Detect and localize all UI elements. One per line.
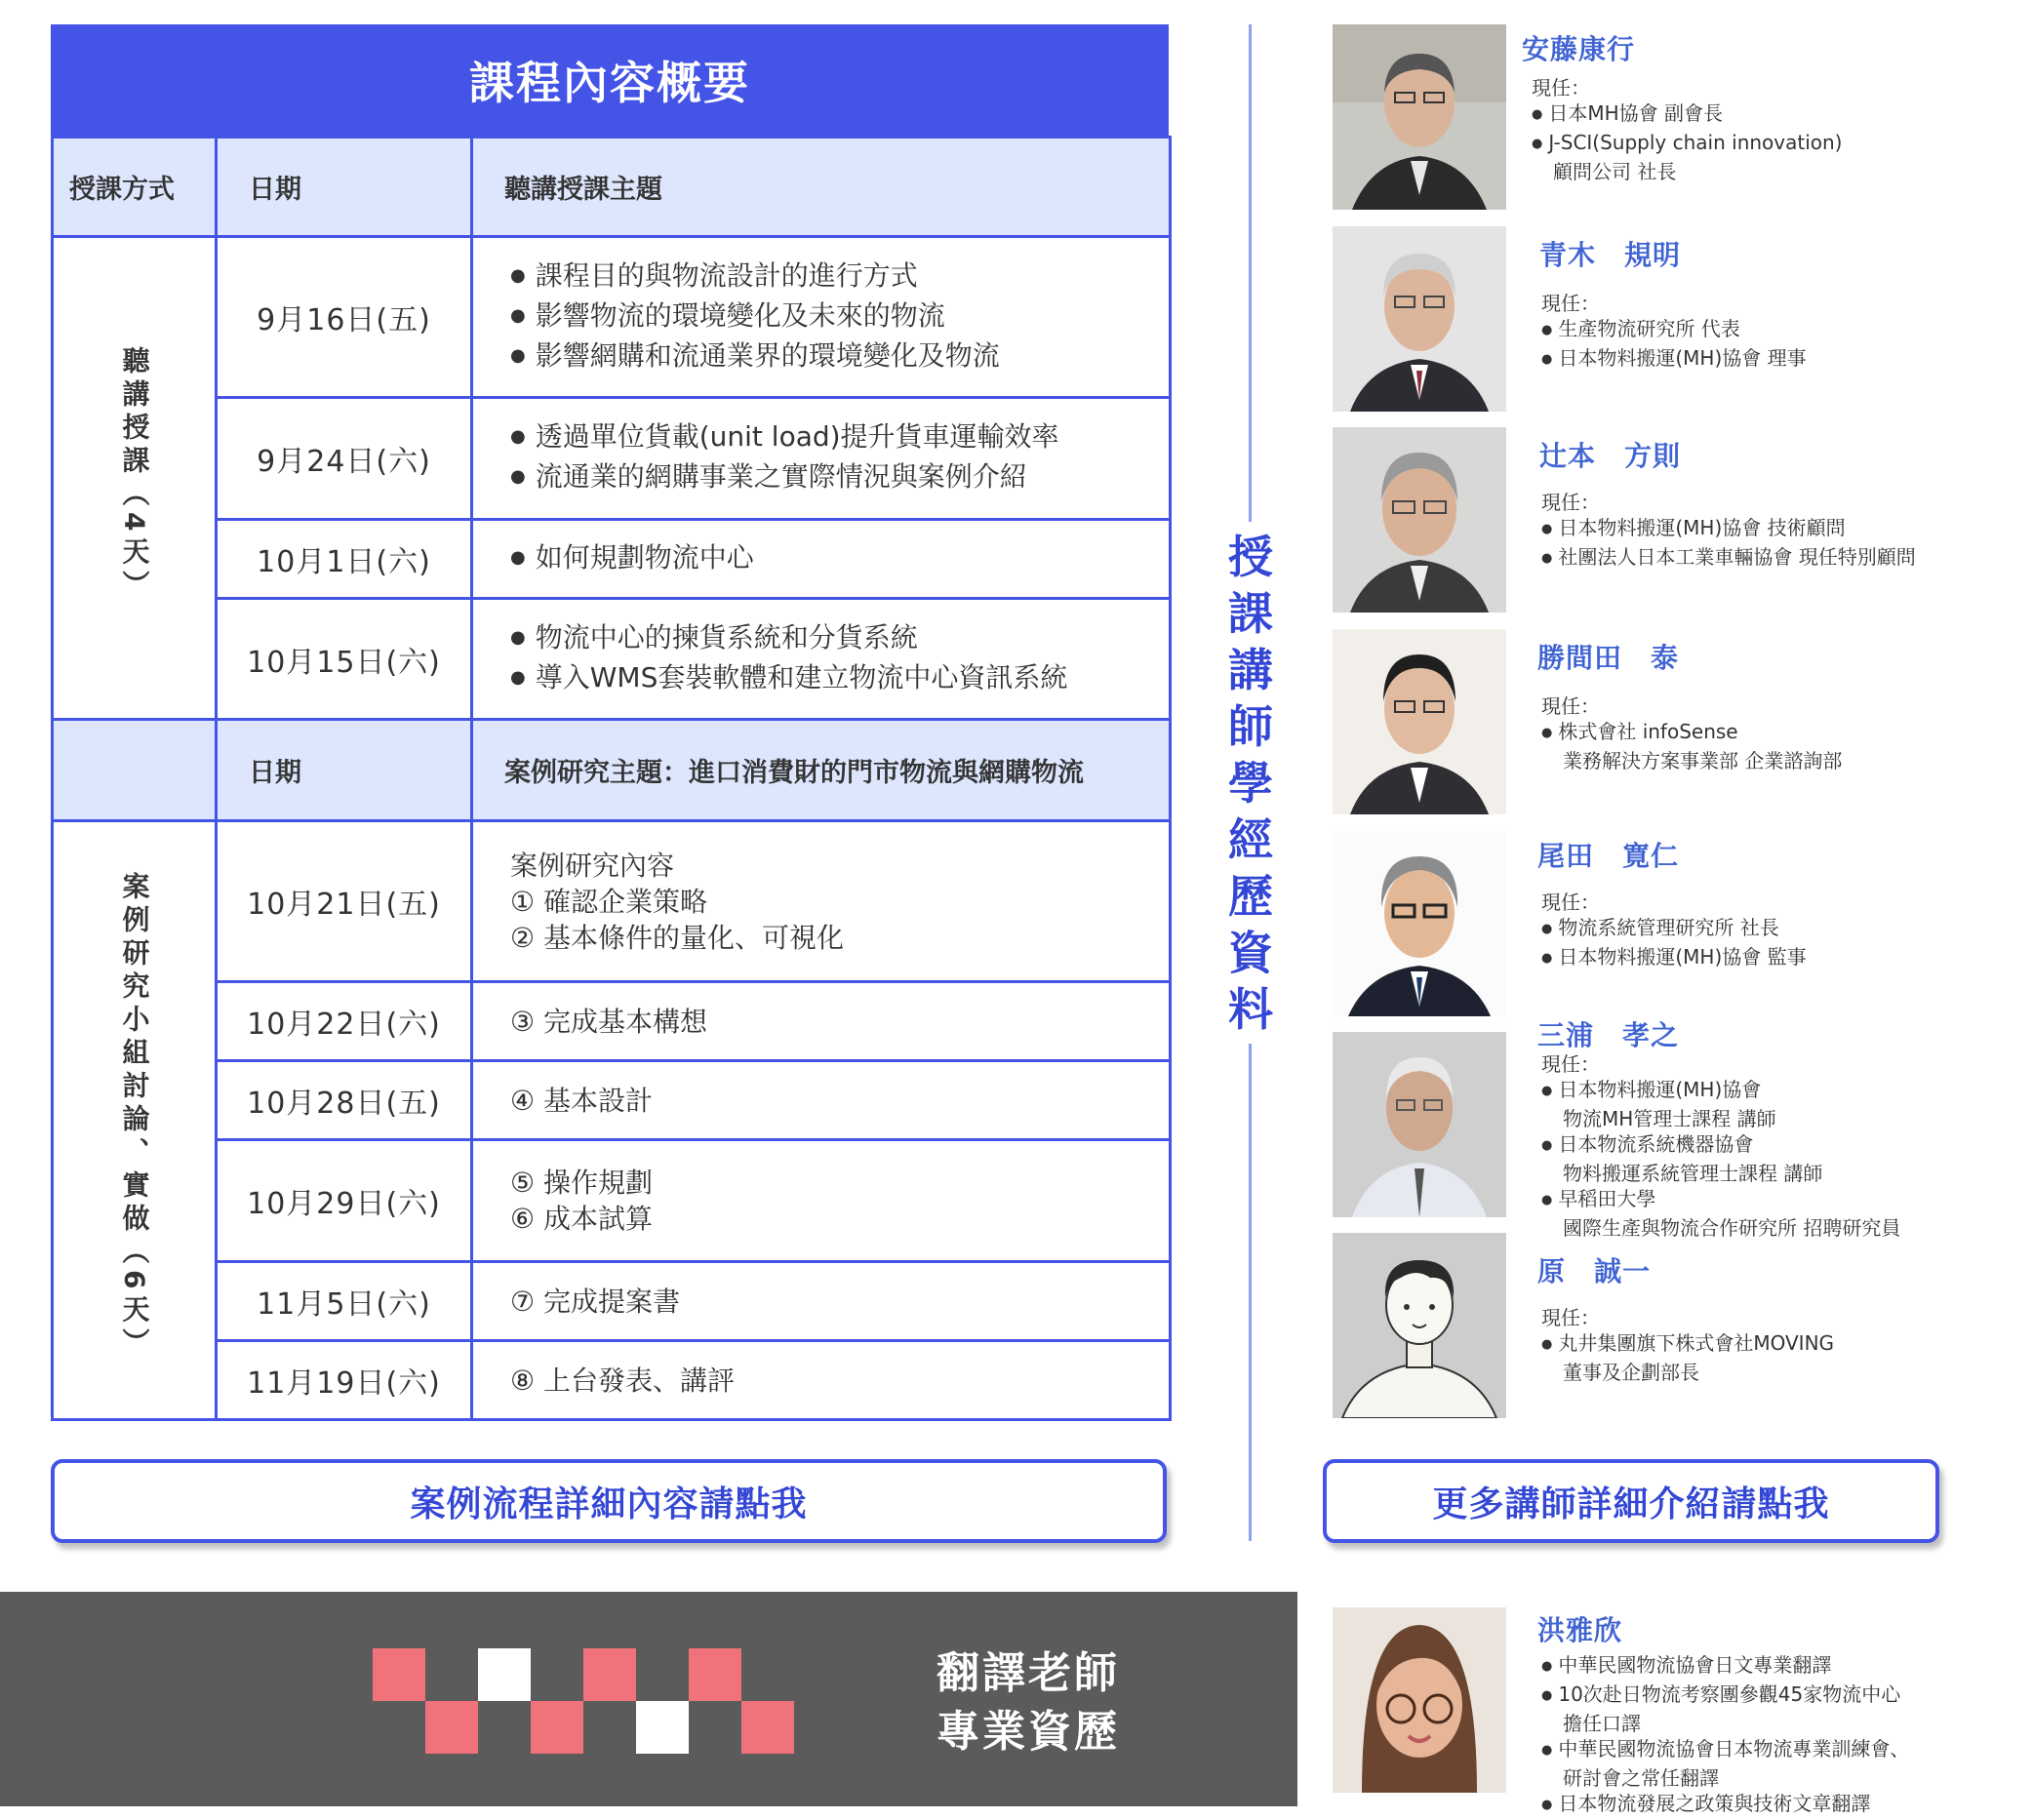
info-item: ● 日本物流系統機器協會 [1541,1131,1900,1161]
info-item: ● 日本物料搬運(MH)協會 理事 [1541,345,1807,375]
instructor-card [1333,427,1996,613]
row-topics [472,1341,1171,1420]
course-overview [51,24,1169,1421]
translator-avatar [1333,1607,1506,1793]
table-row [53,1341,1171,1420]
instructor-detail-button[interactable]: 更多講師詳細介紹請點我 [1323,1459,1939,1543]
case-header-date: 日期 [217,720,472,821]
instructor-info [1541,490,1916,574]
instructor-name: 三浦 孝之 [1537,1019,1680,1051]
heading-char: 師 [1228,700,1273,753]
row-topics [472,599,1171,720]
case-header-row [53,720,1171,821]
info-item: ● 日本物料搬運(MH)協會 [1541,1077,1900,1106]
instructor-card [1333,24,1996,210]
topic-item: ● 物流中心的揀貨系統和分貨系統 [510,619,1169,659]
table-row [53,398,1171,520]
banner-line: 專業資歷 [937,1707,1120,1757]
decor-square [741,1701,794,1754]
decor-square [636,1701,689,1754]
row-topics [472,1140,1171,1262]
role-label: 現任： [1541,292,1600,315]
info-item: ● 中華民國物流協會日文專業翻譯 [1541,1652,1909,1682]
instructor-name: 勝間田 泰 [1537,642,1680,674]
instructor-name: 辻本 方則 [1539,440,1682,472]
info-item-cont: 顧問公司 社長 [1553,160,1677,183]
instructor-card [1333,831,1996,1016]
topic-item: ● 影響物流的環境變化及未來的物流 [510,297,1169,337]
info-item: ● 丸井集團旗下株式會社MOVING [1541,1330,1834,1360]
heading-char: 學 [1228,757,1273,810]
instructor-photo [1333,226,1506,412]
header-topic: 聽講授課主題 [472,138,1171,237]
row-topics [472,982,1171,1061]
table-row [53,237,1171,398]
instructor-info [1532,75,1843,184]
row-topics [472,821,1171,982]
heading-char: 經 [1228,813,1273,866]
topic-item: ● 課程目的與物流設計的進行方式 [510,257,1169,297]
row-date: 9月16日(五) [217,237,472,398]
decor-square [689,1648,741,1701]
row-topics [472,520,1171,599]
instructor-name: 安藤康行 [1522,33,1636,65]
lecture-mode-label: 聽講授課（4天） [118,345,151,604]
topic-item: ⑦ 完成提案書 [510,1285,681,1318]
topic-item: 案例研究內容 [510,849,675,882]
header-mode: 授課方式 [53,138,217,237]
instructor-card [1333,1233,1996,1418]
info-item: ● 物流系統管理研究所 社長 [1541,915,1807,944]
topic-item: ● 影響網購和流通業界的環境變化及物流 [510,337,1169,377]
topic-item: ● 透過單位貨載(unit load)提升貨車運輸效率 [510,418,1169,458]
divider-line [1249,24,1252,522]
info-item-cont: 擔任口譯 [1563,1712,1641,1735]
row-topics [472,1061,1171,1140]
row-date: 11月19日(六) [217,1341,472,1420]
translator-banner [0,1592,1297,1806]
info-item-cont: 物流MH管理士課程 講師 [1563,1107,1776,1130]
table-row [53,1140,1171,1262]
info-item-cont: 國際生產與物流合作研究所 招聘研究員 [1563,1216,1901,1240]
role-label: 現任： [1541,890,1600,914]
course-table [51,136,1172,1421]
case-mode-label: 案例研究小組討論、實做（6天） [118,872,151,1362]
table-row [53,520,1171,599]
heading-char: 資 [1228,927,1273,979]
info-item-cont: 董事及企劃部長 [1563,1361,1699,1384]
info-item-cont: 物料搬運系統管理士課程 講師 [1563,1162,1823,1185]
instructor-card [1333,226,1996,412]
divider-line [1249,1044,1252,1541]
info-item: ● 10次赴日物流考察團參觀45家物流中心 [1541,1682,1909,1711]
topic-item: ② 基本條件的量化、可視化 [510,921,845,954]
decor-square [531,1701,583,1754]
translator-banner-title [937,1644,1120,1761]
instructor-info [1541,890,1807,973]
translator-info [1541,1652,1909,1820]
row-topics [472,1262,1171,1341]
instructor-info [1541,1051,1900,1241]
heading-char: 課 [1228,587,1273,640]
row-date: 10月1日(六) [217,520,472,599]
topic-item: ● 流通業的網購事業之實際情況與案例介紹 [510,458,1169,498]
info-item: ● 日本MH協會 副會長 [1532,100,1843,130]
lecture-mode-cell [53,237,217,720]
info-item-cont: 研討會之常任翻譯 [1563,1766,1719,1790]
info-item: ● 中華民國物流協會日本物流專業訓練會、 [1541,1736,1909,1765]
row-date: 11月5日(六) [217,1262,472,1341]
topic-item: ④ 基本設計 [510,1084,654,1117]
case-detail-button[interactable]: 案例流程詳細內容請點我 [51,1459,1167,1543]
instructor-name: 青木 規明 [1539,239,1682,271]
decor-square [478,1648,531,1701]
row-date: 9月24日(六) [217,398,472,520]
instructor-section-heading [1223,529,1278,1038]
info-item: ● 日本物料搬運(MH)協會 監事 [1541,944,1807,973]
instructor-photo [1333,1032,1506,1217]
info-item: ● 生產物流研究所 代表 [1541,316,1807,345]
row-date: 10月29日(六) [217,1140,472,1262]
role-label: 現任： [1532,76,1590,99]
row-date: 10月22日(六) [217,982,472,1061]
info-item-cont: 業務解決方案事業部 企業諮詢部 [1563,749,1843,772]
avatar-illustration [1333,1233,1506,1418]
topic-item: ⑧ 上台發表、講評 [510,1364,736,1397]
banner-line: 翻譯老師 [937,1648,1120,1698]
heading-char: 歷 [1228,870,1273,923]
course-overview-title: 課程內容概要 [51,24,1169,136]
row-date: 10月15日(六) [217,599,472,720]
case-header-blank [53,720,217,821]
row-topics [472,237,1171,398]
decor-square [373,1648,425,1701]
role-label: 現任： [1541,491,1600,514]
header-date: 日期 [217,138,472,237]
heading-char: 授 [1228,531,1273,583]
info-item: ● 社團法人日本工業車輛協會 現任特別顧問 [1541,544,1916,574]
role-label: 現任： [1541,694,1600,718]
topic-item: ③ 完成基本構想 [510,1005,708,1038]
translator-card [1333,1607,1996,1815]
info-item: ● J-SCI(Supply chain innovation) [1532,130,1843,159]
instructor-photo [1333,24,1506,210]
info-item: ● 株式會社 infoSense [1541,719,1842,748]
table-row [53,982,1171,1061]
table-row [53,821,1171,982]
topic-item: ⑤ 操作規劃 [510,1167,654,1199]
info-item: ● 日本物料搬運(MH)協會 技術顧問 [1541,515,1916,544]
table-row [53,599,1171,720]
table-row [53,1262,1171,1341]
role-label: 現任： [1541,1306,1600,1329]
translator-name: 洪雅欣 [1537,1614,1623,1646]
instructor-info [1541,693,1842,773]
info-item: ● 早稻田大學 [1541,1186,1900,1215]
info-item: ● 日本物流發展之政策與技術文章翻譯 [1541,1791,1909,1820]
instructor-photo [1333,629,1506,814]
topic-item: ● 如何規劃物流中心 [510,539,1169,579]
row-topics [472,398,1171,520]
instructor-info [1541,291,1807,375]
topic-item: ⑥ 成本試算 [510,1203,654,1235]
topic-item: ● 導入WMS套裝軟體和建立物流中心資訊系統 [510,659,1169,699]
instructor-name: 原 誠一 [1537,1255,1652,1287]
decor-square [583,1648,636,1701]
heading-char: 講 [1228,644,1273,696]
decor-square [425,1701,478,1754]
table-row [53,1061,1171,1140]
instructor-card [1333,1019,1996,1240]
row-date: 10月21日(五) [217,821,472,982]
heading-char: 料 [1228,983,1273,1036]
instructor-card [1333,629,1996,814]
case-header-topic: 案例研究主題：進口消費財的門市物流與網購物流 [472,720,1171,821]
row-date: 10月28日(五) [217,1061,472,1140]
case-mode-cell [53,821,217,1420]
instructor-name: 尾田 寛仁 [1537,840,1680,872]
instructor-photo [1333,427,1506,613]
topic-item: ① 確認企業策略 [510,885,708,918]
role-label: 現任： [1541,1052,1600,1076]
table-header-row [53,138,1171,237]
instructor-info [1541,1305,1834,1385]
instructor-photo [1333,831,1506,1016]
